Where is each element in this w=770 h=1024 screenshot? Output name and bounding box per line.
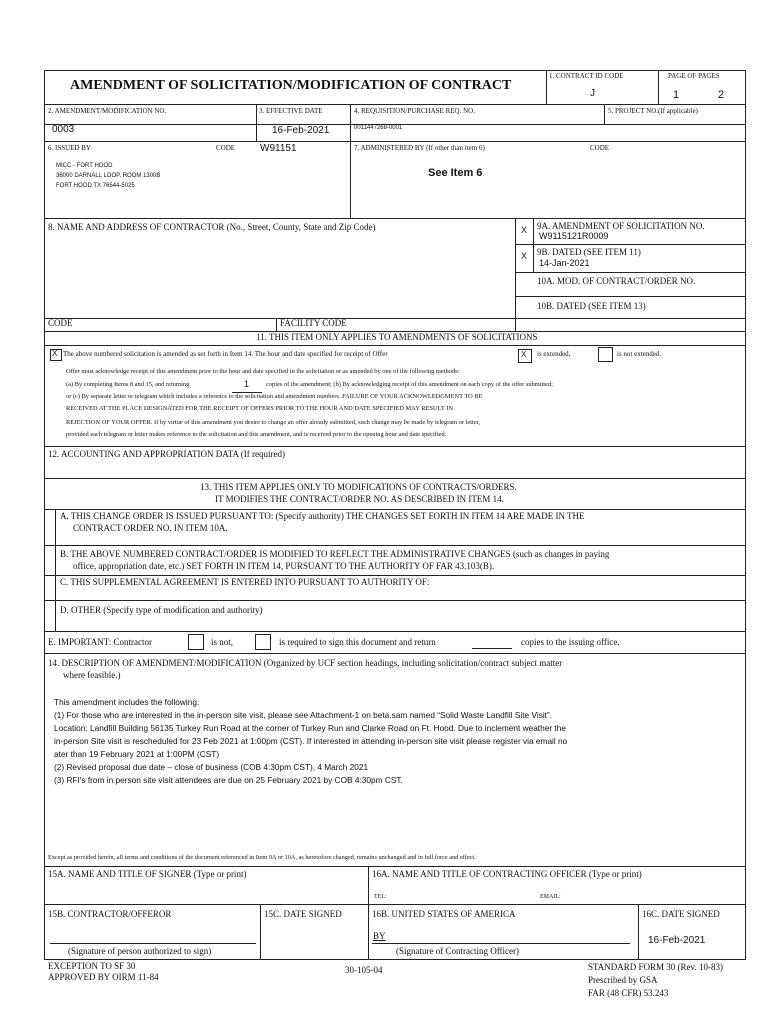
box-9a-value: W9115121R0009 xyxy=(539,231,609,241)
item-11-para-line6: REJECTION OF YOUR OFFER. If by virtue of this amendment you desire to change an offer already submitted, such change may be made by telegram or letter, xyxy=(66,419,481,426)
item-12-label: 12. ACCOUNTING AND APPROPRIATION DATA (If required) xyxy=(48,449,286,459)
box-9a-label: 9A. AMENDMENT OF SOLICITATION NO. xyxy=(537,221,705,231)
item-13b-line1: B. THE ABOVE NUMBERED CONTRACT/ORDER IS MODIFIED TO REFLECT THE ADMINISTRATIVE CHANGES (such as changes in paying xyxy=(60,549,610,559)
page-of-pages-label: PAGE OF PAGES xyxy=(668,72,720,80)
is-required-checkbox[interactable] xyxy=(255,634,271,650)
code-footer-label: CODE xyxy=(48,318,73,328)
item-13-title-line1: 13. THIS ITEM APPLIES ONLY TO MODIFICATIONS OF CONTRACTS/ORDERS. xyxy=(200,482,517,492)
is-extended-label: is extended, xyxy=(537,350,571,358)
issued-by-address-line1: MICC - FORT HOOD xyxy=(56,163,113,169)
not-extended-checkbox[interactable] xyxy=(598,347,613,362)
box-10b-label: 10B. DATED (SEE ITEM 13) xyxy=(537,301,646,311)
footer-exception: EXCEPTION TO SF 30 xyxy=(48,961,136,971)
item-11-para-line5: RECEIVED AT THE PLACE DESIGNATED FOR THE RECEIPT OF OFFERS PRIOR TO THE HOUR AND DATE SPECIFIED MAY RESULT IN xyxy=(66,405,453,412)
contractor-label: 8. NAME AND ADDRESS OF CONTRACTOR (No., Street, County, State and Zip Code) xyxy=(48,222,376,232)
item-13b-line2: office, appropriation date, etc.) SET FORTH IN ITEM 14, PURSUANT TO THE AUTHORITY OF FAR 43.103(B). xyxy=(73,561,495,571)
facility-code-label: FACILITY CODE xyxy=(280,318,347,328)
is-not-label: is not, xyxy=(211,637,234,647)
footer-approved: APPROVED BY OIRM 11-84 xyxy=(48,972,159,982)
item-11-para-line4: or (c) By separate letter or telegram which includes a reference to the solicitation and amendment numbers. FAILURE OF YOUR ACKNOWLEDGMENT TO BE xyxy=(66,393,483,400)
item-16c-value: 16-Feb-2021 xyxy=(648,935,706,946)
box-9b-value: 14-Jan-2021 xyxy=(539,258,590,268)
footer-standard-form: STANDARD FORM 30 (Rev. 10-83) xyxy=(588,962,723,972)
box-9b-mark: X xyxy=(521,251,528,261)
item-14-line1: This amendment includes the following: xyxy=(54,697,200,707)
form-title: AMENDMENT OF SOLICITATION/MODIFICATION OF CONTRACT xyxy=(70,78,512,93)
item-16b-label: 16B. UNITED STATES OF AMERICA xyxy=(372,909,516,919)
item-13a-line1: A. THIS CHANGE ORDER IS ISSUED PURSUANT TO: (Specify authority) THE CHANGES SET FORTH IN ITEM 14 ARE MADE IN THE xyxy=(60,511,585,521)
item-11-para-line7: provided each telegram or letter makes reference to the solicitation and this amendment, and is received prior to the opening hour and date specified. xyxy=(66,431,447,438)
item-13-title-line2: IT MODIFIES THE CONTRACT/ORDER NO. AS DESCRIBED IN ITEM 14. xyxy=(215,494,504,504)
item-13a-line2: CONTRACT ORDER NO. IN ITEM 10A. xyxy=(73,523,228,533)
contract-id-code-value: J xyxy=(590,88,595,99)
requisition-value: 0011447268-0001 xyxy=(354,125,403,131)
issued-by-address-line3: FORT HOOD TX 76544-5025 xyxy=(56,183,135,189)
tel-label: TEL: xyxy=(374,894,387,900)
item-14-label-line1: 14. DESCRIPTION OF AMENDMENT/MODIFICATION (Organized by UCF section headings, including solicitation/contract subject matter xyxy=(48,658,563,668)
item-11-para-line2: (a) By completing Items 8 and 15, and returning xyxy=(66,381,190,388)
item-16a-label: 16A. NAME AND TITLE OF CONTRACTING OFFICER (Type or print) xyxy=(372,869,642,879)
item-14-label-line2: where feasible.) xyxy=(63,670,121,680)
administered-by-value: See Item 6 xyxy=(428,167,483,179)
item-11-copies-value: 1 xyxy=(244,379,250,389)
footer-far: FAR (48 CFR) 53.243 xyxy=(588,988,669,998)
email-label: EMAIL: xyxy=(540,894,561,900)
item-16c-label: 16C. DATE SIGNED xyxy=(642,909,720,919)
box-9a-mark: X xyxy=(521,225,528,235)
item-15b-label: 15B. CONTRACTOR/OFFEROR xyxy=(48,909,172,919)
item-14-line3: Location: Landfill Building 56135 Turkey Run Road at the corner of Turkey Run and Clarke Road on Ft. Hood. Due to inclement weather the xyxy=(54,723,566,733)
item-14-line6: (2) Revised proposal due date – close of business (COB 4:30pm CST), 4 March 2021 xyxy=(54,762,369,772)
item-11-line1: The above numbered solicitation is amended as set forth in Item 14. The hour and date specified for receipt of Offer xyxy=(63,350,388,358)
amendment-no-value: 0003 xyxy=(52,124,75,135)
requisition-label: 4. REQUISITION/PURCHASE REQ. NO. xyxy=(354,107,475,115)
footer-prescribed: Prescribed by GSA xyxy=(588,975,658,985)
item-13d-label: D. OTHER (Specify type of modification and authority) xyxy=(60,605,263,615)
item-11-title: 11. THIS ITEM ONLY APPLIES TO AMENDMENTS OF SOLICITATIONS xyxy=(256,332,538,342)
footer-form-number: 30-105-04 xyxy=(345,965,383,975)
extended-checkbox-mark: X xyxy=(521,350,527,359)
issued-by-code-value: W91151 xyxy=(260,143,297,154)
item-14-line2: (1) For those who are interested in the in-person site visit, please see Attachment-1 on beta.sam named “Solid Waste Landfill Site Visit”. xyxy=(54,710,553,720)
signature-officer-label: (Signature of Contracting Officer) xyxy=(396,946,520,956)
issued-by-label: 6. ISSUED BY xyxy=(48,144,91,152)
administered-by-code-label: CODE xyxy=(590,144,610,152)
item-11-checkbox-mark: X xyxy=(52,349,58,358)
item-14-line5: ater than 19 February 2021 at 1:00PM (CST) xyxy=(54,749,220,759)
signature-person-label: (Signature of person authorized to sign) xyxy=(68,946,212,956)
issued-by-address-line2: 36000 DARNALL LOOP, ROOM 1300B xyxy=(56,173,161,179)
is-not-checkbox[interactable] xyxy=(188,634,204,650)
item-e-copies-label: copies to the issuing office. xyxy=(521,637,620,647)
box-9b-label: 9B. DATED (SEE ITEM 11) xyxy=(537,247,641,257)
item-11-para-line1: Offer must acknowledge receipt of this amendment prior to the hour and date specified in the solicitation or as amended by one of the following methods: xyxy=(66,368,460,375)
item-13c-label: C. THIS SUPPLEMENTAL AGREEMENT IS ENTERED INTO PURSUANT TO AUTHORITY OF: xyxy=(60,577,430,587)
effective-date-value: 16-Feb-2021 xyxy=(272,125,330,136)
administered-by-label: 7. ADMINISTERED BY (If other than item 6) xyxy=(354,144,485,152)
except-line: Except as provided herein, all terms and conditions of the document referenced in Item 9A or 10A, as heretofore changed, remains unchanged and in full force and effect. xyxy=(48,854,476,861)
not-extended-label: is not extended. xyxy=(617,350,662,358)
item-e-label: E. IMPORTANT: Contractor xyxy=(48,637,153,647)
box-10a-label: 10A. MOD. OF CONTRACT/ORDER NO. xyxy=(537,276,696,286)
page-number: 1 xyxy=(673,89,680,101)
effective-date-label: 3. EFFECTIVE DATE xyxy=(259,107,323,115)
item-11-para-line3: copies of the amendment; (b) By acknowledging receipt of this amendment on each copy of the offer submitted; xyxy=(266,381,553,388)
project-no-label: 5. PROJECT NO.(If applicable) xyxy=(608,107,698,115)
item-14-line7: (3) RFI's from in person site visit attendees are due on 25 February 2021 by COB 4:30pm CST. xyxy=(54,775,403,785)
item-15c-label: 15C. DATE SIGNED xyxy=(264,909,342,919)
issued-by-code-label: CODE xyxy=(216,144,236,152)
item-15a-label: 15A. NAME AND TITLE OF SIGNER (Type or print) xyxy=(48,869,247,879)
amendment-no-label: 2. AMENDMENT/MODIFICATION NO. xyxy=(48,107,167,115)
is-required-label: is required to sign this document and return xyxy=(279,637,436,647)
item-14-line4: in-person Site visit is rescheduled for 23 Feb 2021 at 1:00pm (CST). If interested in attending in-person site visit please register via email no xyxy=(54,736,568,746)
contract-id-code-label: 1. CONTRACT ID CODE xyxy=(549,72,624,80)
total-pages: 2 xyxy=(718,89,725,101)
by-label: BY xyxy=(373,931,386,941)
